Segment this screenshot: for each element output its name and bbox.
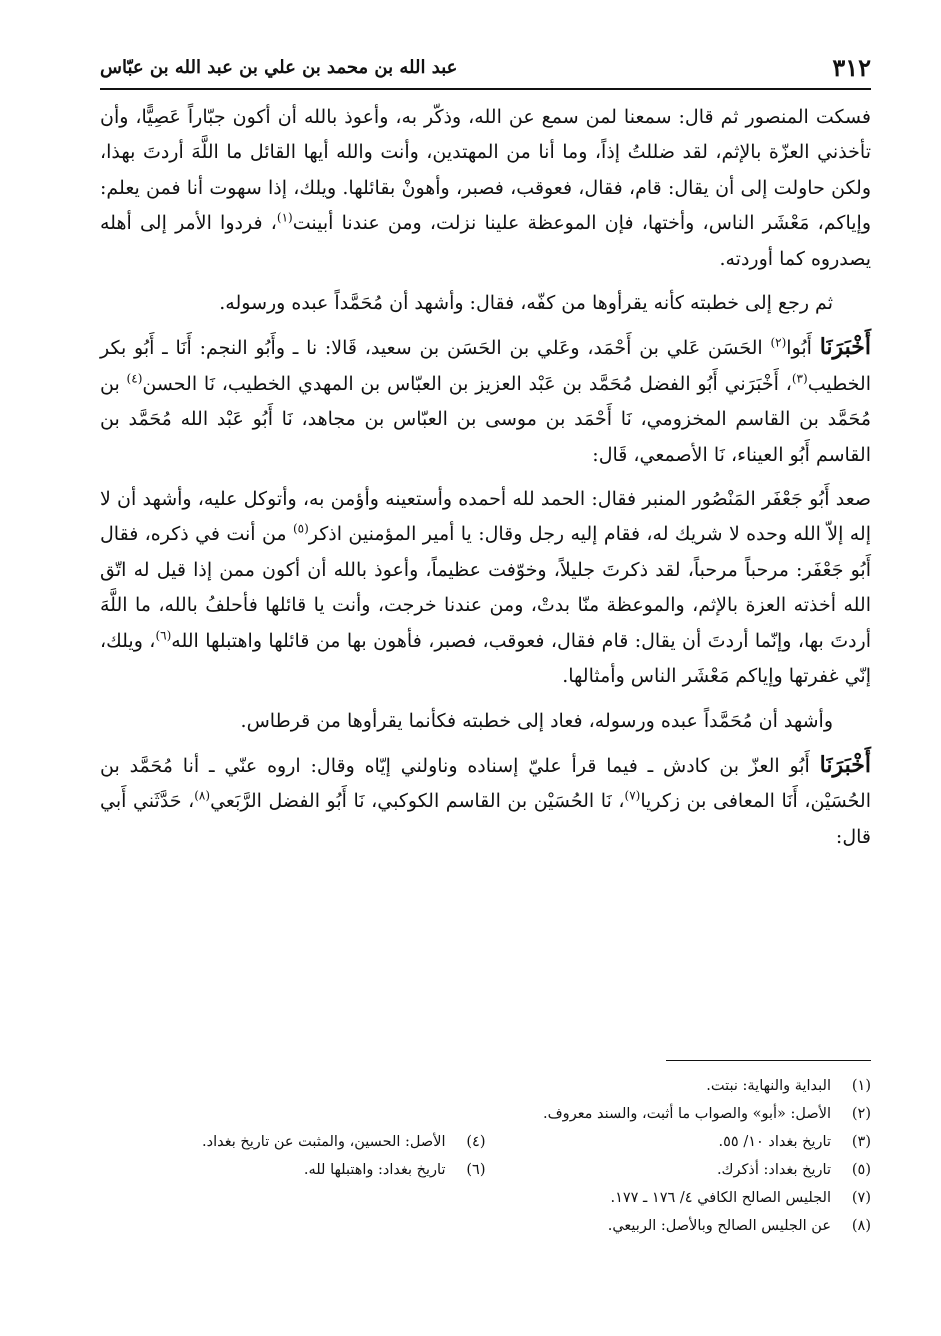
footnote-ref: (٤) [126,371,143,386]
paragraph: أَخْبَرَنَا أَبُوا$^{(٢)}$ الحَسَن عَلي بن أَحْمَد، وعَلي بن الحَسَن بن سعيد، قَالا: نا ـ وأَبُو النجم: أَنَا ـ أَبُو بكر الخطيب$^{(٣)}$، أَخْبَرَني أَبُو الفضل مُحَمَّد بن عَبْد العزيز بن العبّاس بن المهدي الخطيب، نَا الحسن$^{(٤)}$ بن مُحَمَّد بن القاسم المخزومي، نَا أَحْمَد بن موسى بن العبّاس بن مجاهد، نَا أَبُو عَبْد الله مُحَمَّد بن القاسم أَبُو العيناء، نَا الأصمعي، قَال: [100,334,872,466]
header-rule [100,88,871,90]
footnotes [100,1072,871,1240]
paragraph: وأشهد أن مُحَمَّداً عبده ورسوله، فعاد إلى خطبته فكأنما يقرأوها من قرطاس. [240,709,833,732]
page-number: ٣١٢ [832,52,871,82]
footnote-8: (٨) عن الجليس الصالح وبالأصل: الربيعي. [607,1218,871,1234]
footnote-ref: (٨) [194,788,211,803]
footnote-6: (٦) تاريخ بغداد: واهتبلها لله. [303,1162,486,1178]
footnote-7: (٧) الجليس الصالح الكافي ٤/ ١٧٦ ـ ١٧٧. [610,1190,871,1206]
page-header [100,50,871,84]
footnote-ref: (٥) [292,522,309,537]
isnad-keyword: أَخْبَرَنَا [819,751,871,778]
footnote-row [100,1100,871,1128]
main-text [100,100,871,855]
footnote-ref: (٧) [624,788,641,803]
footnote-row [100,1072,871,1100]
paragraph: صعد أَبُو جَعْفَر المَنْصُور المنبر فقال: الحمد لله أحمده وأستعينه وأؤمن به، وأتوكل عليه، وأشهد أن لا إله إلاّ الله وحده لا شريك له، فقام إليه رجل وقال: يا أمير المؤمنين اذكر$^{(٥)}$ من أنت في ذكره، فقال أَبُو جَعْفَر: مرحباً مرحباً، لقد ذكرتَ جليلاً، وخوّفت عظيماً، وأعوذ بالله أن أكون ممن إذا قيل له اتّق الله أخذته العزة بالإثم، والموعظة منّا بدتْ، ومن عندنا خرجت، وأنت يا قائلها فأحلفُ بالله، ما اللَّهَ أردتَ بها، وإنّما أردتَ أن يقال: قام فقال، فعوقب، فصبر، فأهون بها من قائلها واهتبلها الله$^{(٦)}$، ويلك، إنّي غفرتها وإياكم مَعْشَر الناس وأمثالها. [100,488,871,688]
paragraph: فسكت المنصور ثم قال: سمعنا لمن سمع عن الله، وذكّر به، وأعوذ بالله أن أكون جبّاراً عَصِيًّا، وأن تأخذني العزّة بالإثم، لقد ضللتُ إذاً، وما أنا من المهتدين، وأنت والله أيها القائل ما اللَّهَ أردتَ بهذا، ولكن حاولت إلى أن يقال: قام، فقال، فعوقب، فصبر، وأهونْ بقائلها. ويلك، إذا سهوت أنا فمن يعلم: وإياكم، مَعْشَر الناس، وأختها، فإن الموعظة علينا نزلت، ومن عندنا أبينت$^{(١)}$، فردوا الأمر إلى أهله يصدروه كما أوردته. [100,106,872,270]
footnote-row [100,1128,871,1156]
footnote-1: (١) البداية والنهاية: نبتت. [706,1078,871,1094]
footnote-ref: (٣) [791,371,808,386]
footnote-rule [666,1060,871,1061]
footnote-3: (٣) تاريخ بغداد ١٠/ ٥٥. [718,1134,871,1150]
footnote-2: (٢) الأصل: «أبو» والصواب ما أثبت، والسند معروف. [543,1106,871,1122]
footnote-row [100,1156,871,1184]
footnote-ref: (٢) [770,336,787,351]
footnote-row [100,1184,871,1212]
footnote-5: (٥) تاريخ بغداد: أذكرك. [716,1162,871,1178]
paragraph: ثم رجع إلى خطبته كأنه يقرأوها من كفّه، فقال: وأشهد أن مُحَمَّداً عبده ورسوله. [219,292,833,315]
footnote-4: (٤) الأصل: الحسين، والمثبت عن تاريخ بغداد. [202,1134,486,1150]
isnad-keyword: أَخْبَرَنَا [819,334,872,361]
footnote-ref: (٦) [155,628,172,643]
paragraph: أَخْبَرَنَا أَبُو العزّ بن كادش ـ فيما قرأ عليّ إسناده وناولني إيّاه وقال: اروه عنّي ـ أنا مُحَمَّد بن الحُسَيْن، أَنَا المعافى بن زكريا$^{(٧)}$، نَا الحُسَيْن بن القاسم الكوكبي، نَا أَبُو الفضل الرَّبَعي$^{(٨)}$، حَدَّثَني أَبي قال: [100,751,871,848]
footnote-row [100,1212,871,1240]
footnote-ref: (١) [276,210,293,225]
running-title: عبد الله بن محمد بن علي بن عبد الله بن عبّاس [100,56,458,78]
